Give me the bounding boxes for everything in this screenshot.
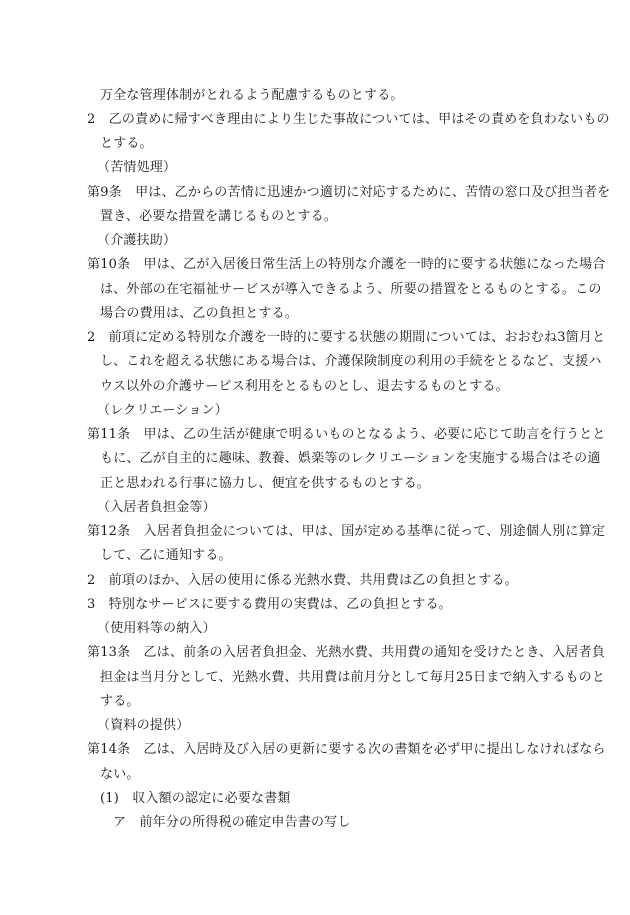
text-line: もに、乙が自主的に趣味、教養、娯楽等のレクリエーションを実施する場合はその適	[100, 451, 601, 466]
text-line: 場合の費用は、乙の負担とする。	[100, 306, 299, 321]
text-line: ウス以外の介護サービス利用をとるものとし、退去するものとする。	[100, 379, 509, 394]
text-line: 第12条 入居者負担金については、甲は、国が定める基準に従って、別途個人別に算定	[87, 524, 606, 539]
text-line: 置き、必要な措置を講じるものとする。	[100, 209, 338, 224]
section-heading: （入居者負担金等）	[97, 500, 216, 515]
text-line: 2 前項のほか、入居の使用に係る光熱水費、共用費は乙の負担とする。	[87, 573, 518, 588]
section-heading: （資料の提供）	[97, 718, 190, 733]
list-item: ア 前年分の所得税の確定申告書の写し	[113, 815, 351, 830]
list-item: (1) 収入額の認定に必要な書類	[100, 791, 291, 806]
text-line: 第11条 甲は、乙の生活が健康で明るいものとなるよう、必要に応じて助言を行うとと	[87, 427, 606, 442]
text-line: 第14条 乙は、入居時及び入居の更新に要する次の書類を必ず甲に提出しなければなら	[87, 742, 606, 757]
text-line: 3 特別なサービスに要する費用の実費は、乙の負担とする。	[87, 597, 452, 612]
text-line: とする。	[100, 136, 153, 151]
text-line: 第10条 甲は、乙が入居後日常生活上の特別な介護を一時的に要する状態になった場合	[87, 257, 606, 272]
section-heading: （レクリエーション）	[97, 403, 228, 418]
text-line: し、これを超える状態にある場合は、介護保険制度の利用の手続をとるなど、支援ハ	[100, 354, 602, 369]
text-line: 担金は当月分として、光熱水費、共用費は前月分として毎月25日まで納入するものと	[100, 670, 606, 685]
section-heading: （介護扶助）	[97, 233, 177, 248]
text-line: する。	[100, 694, 140, 709]
section-heading: （使用料等の納入）	[97, 621, 216, 636]
text-line: 2 乙の責めに帰すべき理由により生じた事故については、甲はその責めを負わないもの	[87, 112, 610, 127]
text-line: は、外部の在宅福祉サービスが導入できるよう、所要の措置をとるものとする。この	[100, 282, 602, 297]
text-line: して、乙に通知する。	[100, 548, 232, 563]
section-heading: （苦情処理）	[97, 160, 177, 175]
text-line: 第13条 乙は、前条の入居者負担金、光熱水費、共用費の通知を受けたとき、入居者負	[87, 645, 606, 660]
text-line: 2 前項に定める特別な介護を一時的に要する状態の期間については、おおむね3箇月と	[87, 330, 606, 345]
text-line: 万全な管理体制がとれるよう配慮するものとする。	[100, 88, 404, 103]
text-line: 第9条 甲は、乙からの苦情に迅速かつ適切に対応するために、苦情の窓口及び担当者を	[87, 185, 611, 200]
text-line: ない。	[100, 767, 140, 782]
text-line: 正と思われる行事に協力し、便宜を供するものとする。	[100, 476, 431, 491]
